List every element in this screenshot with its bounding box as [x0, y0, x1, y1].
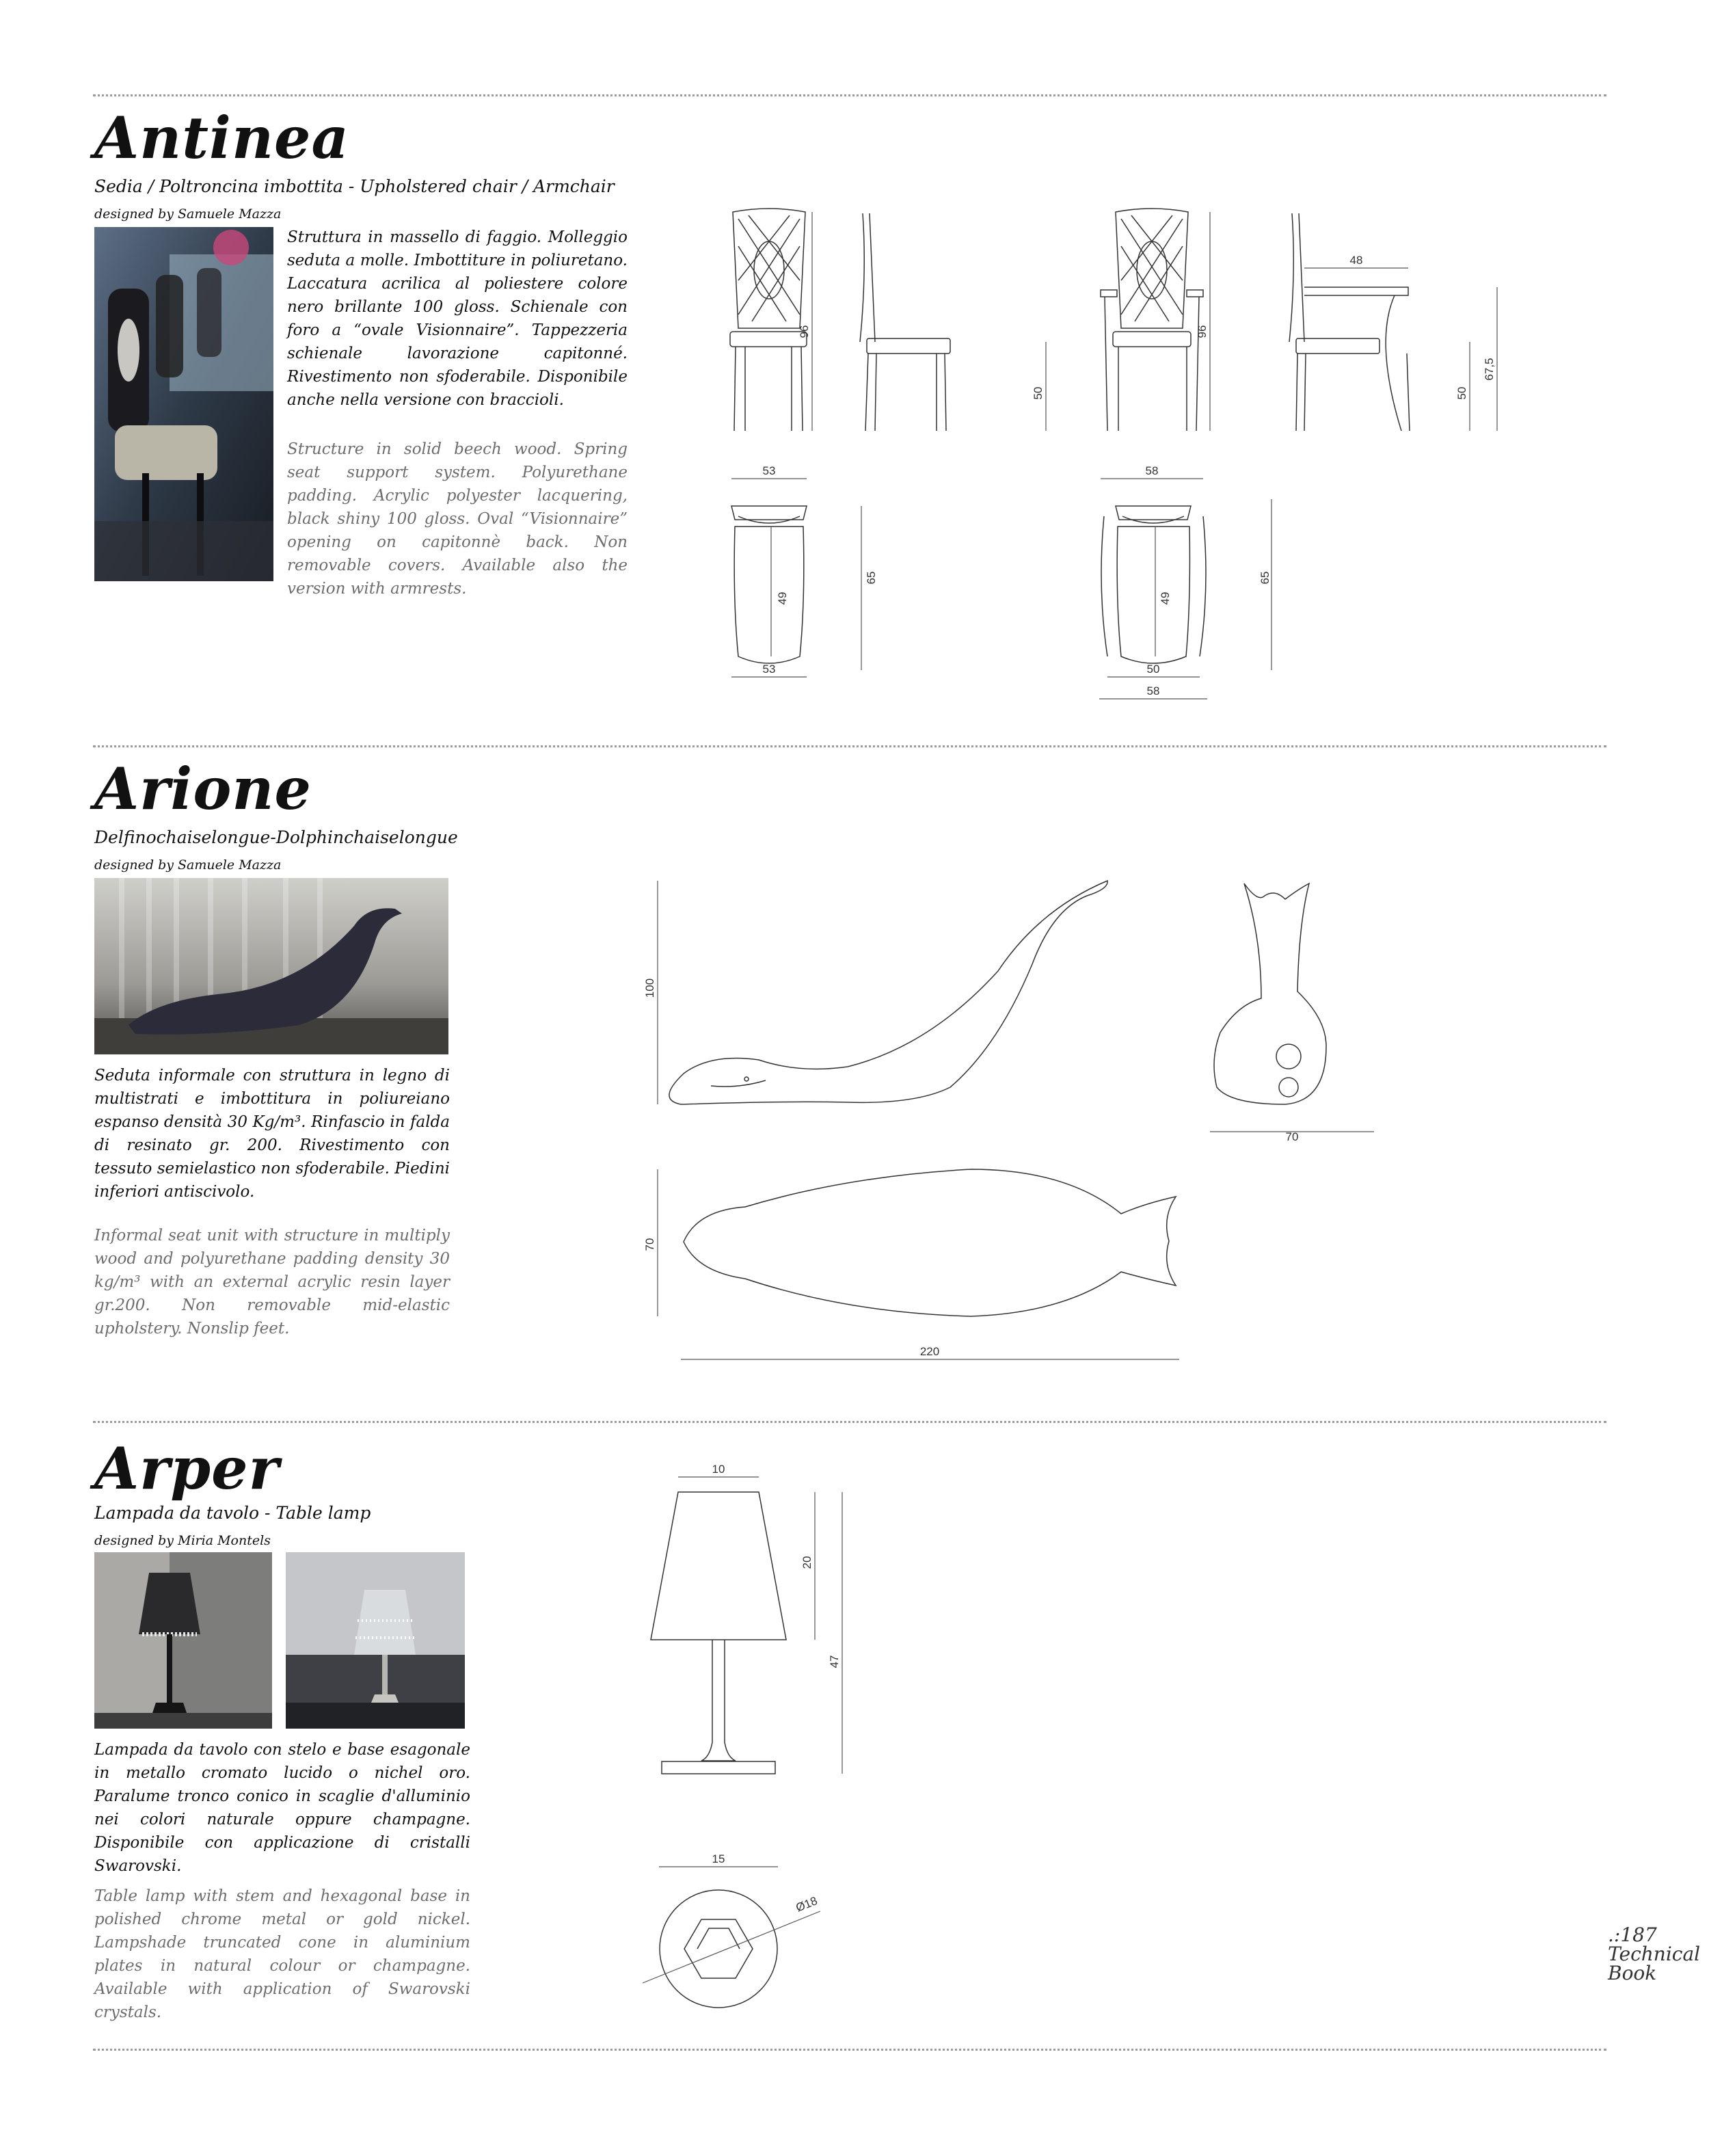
- section-divider: [93, 745, 1606, 747]
- dolphin-side-view: [669, 881, 1107, 1104]
- antinea-technical-drawing: [718, 205, 1538, 711]
- dim-label: 58: [1146, 684, 1160, 697]
- dim-label: 70: [643, 1238, 656, 1251]
- dolphin-front-view: [1214, 883, 1326, 1104]
- chair-front-view: [730, 209, 807, 431]
- dim-label: 47: [828, 1655, 841, 1668]
- dim-label: 50: [1032, 386, 1045, 400]
- product-title: Arione: [94, 755, 312, 823]
- footer-label: Technical: [1608, 1943, 1701, 1965]
- dim-label: 67,5: [1483, 358, 1496, 381]
- product-subtitle: Sedia / Poltroncina imbottita - Upholstered chair / Armchair: [94, 176, 615, 196]
- product-subtitle: Delfinochaiselongue-Dolphinchaiselongue: [94, 827, 458, 847]
- product-subtitle: Lampada da tavolo - Table lamp: [94, 1503, 371, 1523]
- chair-side-view: [860, 213, 950, 431]
- product-title: Antinea: [94, 104, 349, 172]
- arper-dimension-lines: [643, 1463, 842, 1983]
- dim-label: 20: [800, 1556, 813, 1569]
- antinea-dimension-lines: [731, 212, 1497, 699]
- dolphin-top-view: [684, 1169, 1176, 1316]
- lamp-side-view: [651, 1492, 786, 1774]
- product-photo: [94, 1552, 272, 1729]
- product-photo: [94, 878, 448, 1054]
- section-divider: [93, 1421, 1606, 1423]
- footer-label: Book: [1608, 1962, 1657, 1984]
- section-divider: [93, 94, 1606, 96]
- armchair-side-view: [1289, 213, 1410, 431]
- dim-label: 53: [762, 663, 776, 676]
- arione-dimension-lines: [643, 881, 1374, 1359]
- dim-label: 70: [1285, 1130, 1299, 1143]
- dim-label: 10: [712, 1463, 725, 1476]
- dim-label: 58: [1145, 464, 1159, 477]
- dim-label: 96: [798, 325, 811, 338]
- description-english: Informal seat unit with structure in multiply wood and polyurethane padding density 30 kg/m³ with an external acrylic resin layer gr.200. Non removable mid-elastic upholstery. Nonslip feet.: [94, 1227, 450, 1337]
- description-english: Table lamp with stem and hexagonal base in polished chrome metal or gold nickel. Lampshade truncated cone in aluminium plates in natural colour or champagne. Available with application of Swarovski crystals.: [94, 1887, 470, 2021]
- dim-label: 48: [1349, 254, 1363, 267]
- dim-label: 220: [919, 1345, 940, 1358]
- page-number: .:187: [1608, 1924, 1657, 1946]
- dim-label: 53: [762, 464, 776, 477]
- section-divider: [93, 2049, 1606, 2051]
- description-italian: Struttura in massello di faggio. Molleggio seduta a molle. Imbottiture in poliuretano. Laccatura acrilica al poliestere colore nero brillante 100 gloss. Schienale con foro a “ovale Visionnaire”. Tappezzeria schienale lavorazione capitonné. Rivestimento non sfoderabile. Disponibile anche nella versione con braccioli.: [287, 228, 628, 409]
- dim-label: 49: [776, 591, 789, 605]
- dim-label: 96: [1196, 325, 1209, 338]
- dim-label: 15: [712, 1852, 725, 1865]
- lamp-top-view: [660, 1890, 777, 2008]
- arione-technical-drawing: [643, 868, 1395, 1374]
- designer-credit: designed by Samuele Mazza: [94, 207, 282, 222]
- armchair-top-view: [1101, 506, 1206, 663]
- description-italian: Lampada da tavolo con stelo e base esagonale in metallo cromato lucido o nichel oro. Paralume tronco conico in scaglie d'alluminio nei colori naturale oppure champagne. Disponibile con applicazione di cristalli Swarovski.: [94, 1741, 470, 1875]
- dim-label: 50: [1146, 663, 1160, 676]
- dim-label: 50: [1455, 386, 1468, 400]
- chair-top-view: [731, 506, 807, 663]
- arper-technical-drawing: [629, 1456, 875, 2024]
- product-photo: [286, 1552, 465, 1729]
- designer-credit: designed by Miria Montels: [94, 1533, 271, 1548]
- dim-label: 65: [865, 571, 878, 585]
- dim-label: 100: [643, 978, 656, 998]
- description-italian: Seduta informale con struttura in legno di multistrati e imbottitura in poliureiano espanso densità 30 Kg/m³. Rinfascio in falda di resinato gr. 200. Rivestimento con tessuto semielastico non sfoderabile. Piedini inferiori antiscivolo.: [94, 1067, 450, 1201]
- dim-label: Ø18: [794, 1894, 820, 1915]
- dim-label: 65: [1259, 571, 1271, 585]
- dim-label: 49: [1159, 591, 1172, 605]
- armchair-front-view: [1101, 209, 1203, 431]
- product-title: Arper: [94, 1435, 280, 1502]
- description-english: Structure in solid beech wood. Spring seat support system. Polyurethane padding. Acrylic polyester lacquering, black shiny 100 gloss. Oval “Visionnaire” opening on capitonnè back. Non removable covers. Available also the version with armrests.: [287, 440, 628, 598]
- product-photo: [94, 227, 273, 581]
- designer-credit: designed by Samuele Mazza: [94, 857, 282, 873]
- page-folio: [1608, 1926, 1700, 1983]
